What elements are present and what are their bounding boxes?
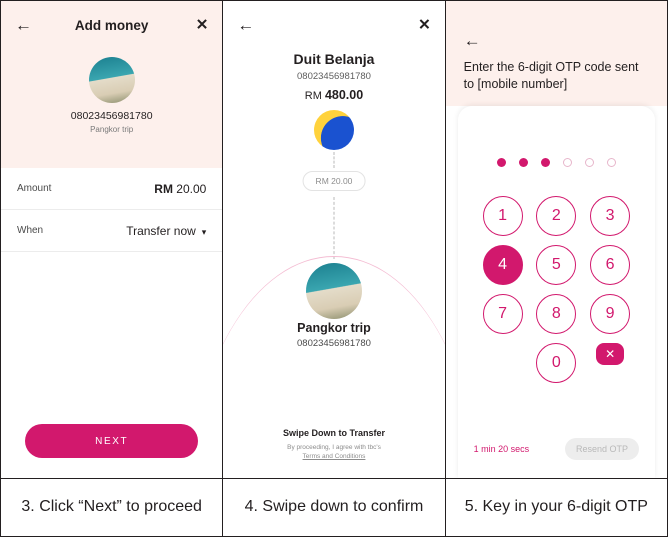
source-balance — [223, 88, 444, 102]
destination-avatar — [306, 263, 362, 319]
back-arrow-icon[interactable]: ← — [237, 15, 255, 35]
panel-otp — [445, 0, 668, 537]
otp-dots — [458, 158, 655, 167]
panel-add-money — [0, 0, 223, 537]
key-blank — [483, 343, 523, 383]
otp-dot — [519, 158, 528, 167]
screen-otp — [446, 1, 667, 478]
otp-prompt: Enter the 6-digit OTP code sent to [mobile number] — [463, 60, 639, 91]
otp-dot — [497, 158, 506, 167]
otp-dot — [585, 158, 594, 167]
back-arrow-icon[interactable]: ← — [15, 15, 32, 35]
amount-value — [154, 182, 206, 196]
next-button[interactable]: NEXT — [25, 424, 198, 458]
when-value: Transfer now — [126, 223, 196, 238]
when-label: When — [17, 225, 44, 236]
transfer-amount-pill: RM 20.00 — [303, 171, 366, 191]
otp-dot — [607, 158, 616, 167]
otp-dot — [541, 158, 550, 167]
source-balance-currency: RM — [304, 90, 322, 102]
add-money-fields — [1, 168, 222, 252]
otp-timer: 1 min 20 secs — [473, 444, 530, 454]
amount-row[interactable] — [1, 168, 222, 210]
amount-number: 20.00 — [176, 181, 207, 196]
source-account-number: 08023456981780 — [297, 71, 371, 82]
avatar — [89, 57, 135, 103]
terms-link[interactable]: Terms and Conditions — [302, 453, 366, 461]
key-9[interactable]: 9 — [590, 294, 630, 334]
otp-card — [458, 106, 655, 478]
swipe-hint[interactable]: Swipe Down to Transfer — [282, 428, 385, 438]
key-6[interactable]: 6 — [590, 245, 630, 285]
delete-icon[interactable]: ✕ — [596, 343, 624, 365]
destination-name: Pangkor trip — [297, 321, 371, 335]
terms-text: By proceeding, I agree with tbc's — [287, 443, 381, 451]
key-1[interactable]: 1 — [483, 196, 523, 236]
back-arrow-icon[interactable]: ← — [463, 31, 481, 50]
close-icon[interactable]: ✕ — [418, 16, 431, 34]
add-money-header — [1, 1, 222, 49]
key-7[interactable]: 7 — [483, 294, 523, 334]
dash-line-bottom — [333, 197, 334, 259]
key-8[interactable]: 8 — [536, 294, 576, 334]
screen-swipe-confirm — [223, 1, 444, 478]
key-3[interactable]: 3 — [590, 196, 630, 236]
dash-line-top — [333, 152, 334, 168]
screen-add-money — [1, 1, 222, 478]
coin-icon — [314, 110, 354, 150]
panel-caption: 4. Swipe down to confirm — [223, 478, 444, 536]
key-4[interactable]: 4 — [483, 245, 523, 285]
page-title: Add money — [74, 17, 149, 33]
add-money-header-area — [1, 1, 222, 168]
otp-keypad — [476, 196, 637, 383]
terms-block — [223, 443, 444, 463]
destination-account: 08023456981780 — [297, 338, 371, 349]
otp-dot — [563, 158, 572, 167]
close-icon[interactable]: ✕ — [195, 16, 209, 34]
source-account-title: Duit Belanja — [293, 51, 375, 67]
key-5[interactable]: 5 — [536, 245, 576, 285]
recipient-name: Pangkor trip — [90, 125, 134, 134]
recipient-account: 08023456981780 — [70, 110, 153, 122]
panel-swipe-confirm — [222, 0, 445, 537]
chevron-down-icon[interactable]: ▾ — [201, 226, 207, 237]
key-0[interactable]: 0 — [536, 343, 576, 383]
otp-footer — [474, 438, 639, 460]
when-value-wrap — [126, 224, 206, 238]
otp-header-area — [446, 1, 667, 106]
amount-currency: RM — [154, 181, 173, 196]
source-balance-amount: 480.00 — [324, 88, 364, 102]
confirm-header — [223, 1, 444, 49]
resend-otp-button[interactable]: Resend OTP — [565, 438, 639, 460]
panel-caption: 3. Click “Next” to proceed — [1, 478, 222, 536]
panel-caption: 5. Key in your 6-digit OTP — [446, 478, 667, 536]
when-row[interactable] — [1, 210, 222, 252]
amount-label: Amount — [17, 183, 52, 194]
key-2[interactable]: 2 — [536, 196, 576, 236]
